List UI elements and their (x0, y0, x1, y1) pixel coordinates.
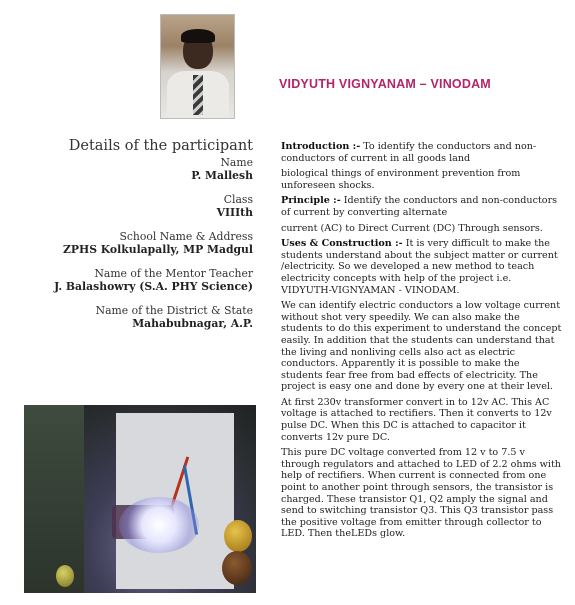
principle-paragraph (281, 195, 563, 218)
uses-label: Uses & Construction :- (281, 238, 403, 250)
introduction-paragraph (281, 141, 563, 164)
circuit-photo (24, 405, 256, 593)
name-label: Name (220, 156, 253, 169)
principle-continued: current (AC) to Direct Current (DC) Through sensors. (281, 222, 543, 234)
school-label: School Name & Address (119, 230, 253, 243)
participant-details (13, 138, 253, 341)
introduction-text: To identify the conductors and non-conductors of current in all goods land (281, 141, 537, 164)
mentor-value: J. Balashowry (S.A. PHY Science) (54, 280, 253, 293)
district-label: Name of the District & State (95, 304, 253, 317)
uses-paragraph (281, 238, 563, 296)
introduction-label: Introduction :- (281, 141, 361, 152)
mentor-label: Name of the Mentor Teacher (94, 267, 253, 280)
participant-photo (160, 14, 235, 119)
details-heading: Details of the participant (68, 138, 253, 154)
principle-text: Identify the conductors and non-conductors of current by converting alternate (281, 195, 558, 218)
name-value: P. Mallesh (191, 169, 253, 182)
class-label: Class (223, 193, 253, 206)
district-value: Mahabubnagar, A.P. (132, 317, 253, 330)
introduction-continued: biological things of environment prevention from unforeseen shocks. (281, 168, 521, 191)
uses-text: It is very difficult to make the students understand about the subject matter or current /electricity. So we developed a new method to teach electricity concepts with help of the project i.e. VIDYUTH-VIGNYAMAN - VINODAM. (281, 238, 558, 296)
body-paragraph-3: This pure DC voltage converted from 12 v to 7.5 v through regulators and attached to LED of 2.2 ohms with help of rectifiers. When current is connected from one point to another point through sensors, the transistor is charged. These transistor Q1, Q2 amply the signal and send to switching transistor Q3. This Q3 transistor pass the positive voltage from emitter through collector to LED. Then theLEDs glow. (281, 447, 561, 540)
body-paragraph-1: We can identify electric conductors a low voltage current without shot very speedily. We can also make the students to do this experiment to understand the concept easily. In addition that the students can understand that the living and nonliving cells also act as electric conductors. Apparently it is possible to make the students fear free from bad effects of electricity. The project is easy one and done by every one at their level. (281, 300, 562, 393)
project-description (281, 141, 563, 544)
project-title: VIDYUTH VIGNYANAM – VINODAM (279, 77, 491, 91)
body-paragraph-2: At first 230v transformer convert in to 12v AC. This AC voltage is attached to rectifiers. Then it converts to 12v pulse DC. When this DC is attached to capacitor it converts 12v pure DC. (281, 396, 552, 443)
class-value: VIIIth (216, 206, 253, 219)
school-value: ZPHS Kolkulapally, MP Madgul (63, 243, 253, 256)
principle-label: Principle :- (281, 195, 341, 207)
